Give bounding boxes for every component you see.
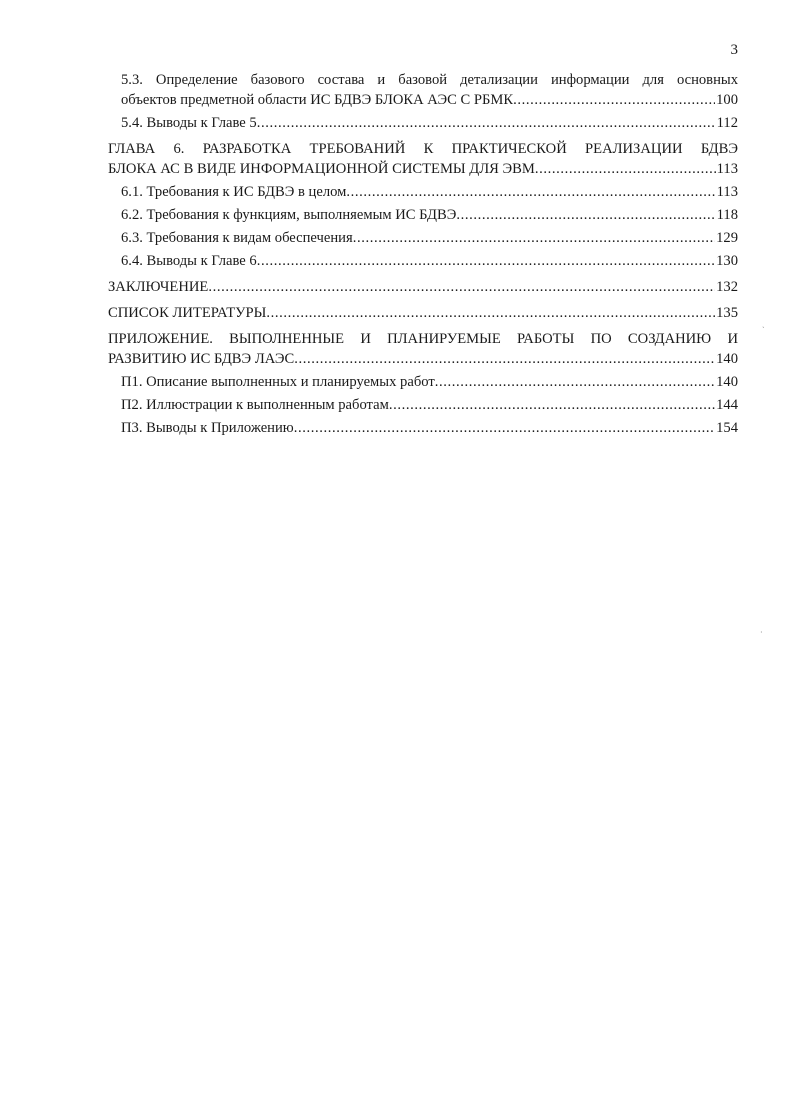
toc-entry-p1 [121, 372, 738, 392]
toc-entry-line [108, 303, 738, 323]
toc-entry-chapter-6 [108, 139, 738, 179]
toc-entry-line [121, 418, 738, 438]
dot-leader [208, 277, 715, 297]
toc-entry-last-line [121, 90, 738, 110]
toc-page-number: 113 [716, 161, 738, 177]
toc-page-number: 154 [716, 420, 738, 436]
toc-entry-conclusion [108, 277, 738, 297]
scan-speck: · [760, 628, 763, 637]
scan-speck: ˴ [762, 322, 765, 331]
toc-entry-6-4 [121, 251, 738, 271]
toc-entry-text-line2: РАЗВИТИЮ ИС БДВЭ ЛАЭС [108, 351, 295, 367]
toc-entry-text-line2: БЛОКА АС В ВИДЕ ИНФОРМАЦИОННОЙ СИСТЕМЫ ДЛЯ ЭВМ [108, 161, 535, 177]
toc-entry-p3 [121, 418, 738, 438]
dot-leader [353, 228, 715, 248]
dot-leader [346, 182, 715, 202]
toc-page-number: 118 [716, 207, 738, 223]
toc-page-number: 135 [716, 305, 738, 321]
toc-entry-5-3 [121, 70, 738, 110]
dot-leader [435, 372, 715, 392]
toc-entry-text-line2: объектов предметной области ИС БДВЭ БЛОКА АЭС С РБМК [121, 92, 514, 108]
toc-page-number: 113 [716, 184, 738, 200]
toc-entry-line [121, 372, 738, 392]
toc-entry-line [121, 205, 738, 225]
dot-leader [257, 251, 715, 271]
toc-entry-text: СПИСОК ЛИТЕРАТУРЫ [108, 305, 267, 321]
toc-entry-text: 5.4. Выводы к Главе 5 [121, 115, 257, 131]
toc-entry-text-line1: ПРИЛОЖЕНИЕ. ВЫПОЛНЕННЫЕ И ПЛАНИРУЕМЫЕ РАБОТЫ ПО СОЗДАНИЮ И [108, 331, 738, 347]
toc-entry-p2 [121, 395, 738, 415]
toc-entry-line [121, 182, 738, 202]
toc-entry-line [121, 113, 738, 133]
toc-entry-appendix [108, 329, 738, 369]
toc-entry-text: П3. Выводы к Приложению [121, 420, 294, 436]
toc-entry-6-2 [121, 205, 738, 225]
page-number: 3 [730, 42, 738, 58]
toc-page-number: 130 [716, 253, 738, 269]
dot-leader [257, 113, 716, 133]
toc-entry-line [121, 395, 738, 415]
toc-entry-5-4 [121, 113, 738, 133]
toc-entry-text: 6.2. Требования к функциям, выполняемым ИС БДВЭ [121, 207, 457, 223]
toc-entry-text-line1: ГЛАВА 6. РАЗРАБОТКА ТРЕБОВАНИЙ К ПРАКТИЧЕСКОЙ РЕАЛИЗАЦИИ БДВЭ [108, 141, 738, 157]
toc-entry-last-line [108, 159, 738, 179]
toc-entry-text: П2. Иллюстрации к выполненным работам [121, 397, 389, 413]
toc-entry-references [108, 303, 738, 323]
dot-leader [535, 159, 716, 179]
toc-page-number: 112 [716, 115, 738, 131]
toc-page-number: 140 [716, 351, 738, 367]
toc-entry-6-1 [121, 182, 738, 202]
toc-page-number: 129 [716, 230, 738, 246]
toc-page-number: 100 [716, 92, 738, 108]
dot-leader [294, 418, 715, 438]
toc-entry-line [108, 277, 738, 297]
toc-entry-line [121, 251, 738, 271]
toc-page-number: 144 [716, 397, 738, 413]
toc-entry-last-line [108, 349, 738, 369]
dot-leader [266, 303, 715, 323]
toc-entry-text: 6.1. Требования к ИС БДВЭ в целом [121, 184, 347, 200]
toc-entry-line [121, 228, 738, 248]
toc-page-number: 140 [716, 374, 738, 390]
toc-page-number: 132 [716, 279, 738, 295]
toc-entry-text: П1. Описание выполненных и планируемых работ [121, 374, 435, 390]
toc-entry-text: 6.3. Требования к видам обеспечения [121, 230, 353, 246]
dot-leader [389, 395, 715, 415]
dot-leader [294, 349, 715, 369]
toc-entry-6-3 [121, 228, 738, 248]
dot-leader [456, 205, 715, 225]
dot-leader [513, 90, 715, 110]
table-of-contents [108, 70, 738, 438]
toc-entry-text: 6.4. Выводы к Главе 6 [121, 253, 257, 269]
toc-entry-text: ЗАКЛЮЧЕНИЕ [108, 279, 209, 295]
toc-entry-text-line1: 5.3. Определение базового состава и базовой детализации информации для основных [121, 72, 738, 88]
